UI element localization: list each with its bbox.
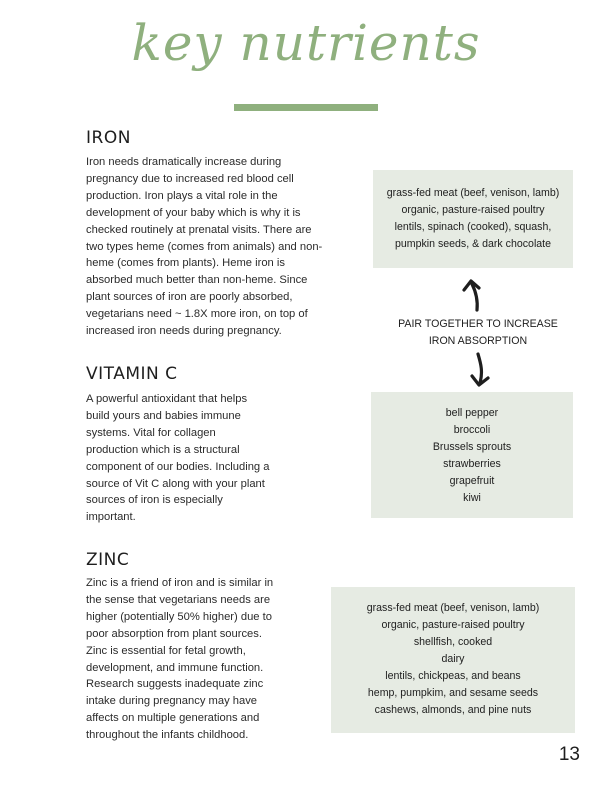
zinc-heading: ZINC [86,550,130,570]
arrow-down-icon [466,352,496,388]
vitamin-c-source-item: strawberries [443,458,501,470]
iron-source-item: organic, pasture-raised poultry [401,204,545,216]
iron-heading: IRON [86,128,131,148]
vitamin-c-body-line: systems. Vital for collagen [86,426,216,439]
iron-body [86,154,322,340]
vitamin-c-body-line: production which is a structural [86,443,240,456]
zinc-source-item: shellfish, cooked [413,636,493,648]
vitamin-c-body-line: important. [86,511,136,524]
zinc-body-line: development, and immune function. [86,661,264,674]
zinc-source-item: hemp, pumpkim, and sesame seeds [367,687,539,699]
zinc-source-item: grass-fed meat (beef, venison, lamb) [366,602,540,614]
vitamin-c-source-item: grapefruit [449,475,495,487]
zinc-body-line: affects on multiple generations and [86,712,260,725]
zinc-body-line: the sense that vegetarians needs are [86,593,271,606]
vitamin-c-body [86,391,269,526]
pairing-note-line: PAIR TOGETHER TO INCREASE [398,318,558,330]
iron-body-line: checked routinely at prenatal visits. There are [86,223,312,236]
zinc-body-line: throughout the infants childhood. [86,729,249,742]
vitamin-c-body-line: A powerful antioxidant that helps [86,393,248,405]
pairing-note-line: IRON ABSORPTION [428,334,528,347]
zinc-source-item: cashews, almonds, and pine nuts [374,704,532,716]
vitamin-c-body-line: source of Vit C along with your plant [86,477,265,490]
vitamin-c-body-line: sources of iron is especially [86,494,223,507]
iron-body-line: production. Iron plays a vital role in the [86,189,278,202]
vitamin-c-body-line: component of our bodies. Including a [86,460,270,473]
vitamin-c-source-item: broccoli [453,424,491,436]
iron-body-line: two types heme (comes from animals) and non- [86,240,323,253]
iron-body-line: absorbed much better than non-heme. Since [86,274,308,287]
iron-body-line: plant sources of iron are poorly absorbed, [86,291,293,304]
page-title: key nutrients [131,14,481,72]
zinc-source-item: lentils, chickpeas, and beans [385,670,521,682]
vitamin-c-body-line: build yours and babies immune [86,409,241,422]
vitamin-c-source-item: kiwi [463,492,481,504]
zinc-body-line: poor absorption from plant sources. [86,627,262,640]
zinc-body-line: higher (potentially 50% higher) due to [86,610,272,623]
iron-source-item: lentils, spinach (cooked), squash, [394,221,552,233]
vitamin-c-heading: VITAMIN C [86,364,178,384]
zinc-body-line: Zinc is essential for fetal growth, [86,644,246,657]
zinc-body-line: Zinc is a friend of iron and is similar in [86,577,274,589]
zinc-body-line: Research suggests inadequate zinc [86,678,264,691]
zinc-body [86,575,273,744]
pairing-note [380,316,576,349]
iron-body-line: increased iron needs during pregnancy. [86,325,282,338]
title-underline [234,104,378,111]
arrow-up-icon [460,278,490,312]
iron-source-item: pumpkin seeds, & dark chocolate [394,238,552,250]
zinc-source-item: organic, pasture-raised poultry [381,619,525,631]
iron-body-line: heme (comes from plants). Heme iron is [86,257,285,270]
iron-body-line: development of your baby which is why it is [86,206,301,219]
iron-body-line: vegetarians need ~ 1.8X more iron, on top of [86,308,308,321]
iron-body-line: pregnancy due to increased red blood cell [86,172,294,185]
vitamin-c-source-item: Brussels sprouts [432,441,512,453]
iron-sources-box [373,170,573,268]
iron-source-item: grass-fed meat (beef, venison, lamb) [386,187,560,199]
zinc-sources-box [331,587,575,733]
page-number: 13 [558,744,580,765]
vitamin-c-sources-box [371,392,573,518]
zinc-source-item: dairy [441,653,465,665]
zinc-body-line: intake during pregnancy may have [86,695,258,708]
vitamin-c-source-item: bell pepper [445,407,499,419]
iron-body-line: Iron needs dramatically increase during [86,156,282,168]
